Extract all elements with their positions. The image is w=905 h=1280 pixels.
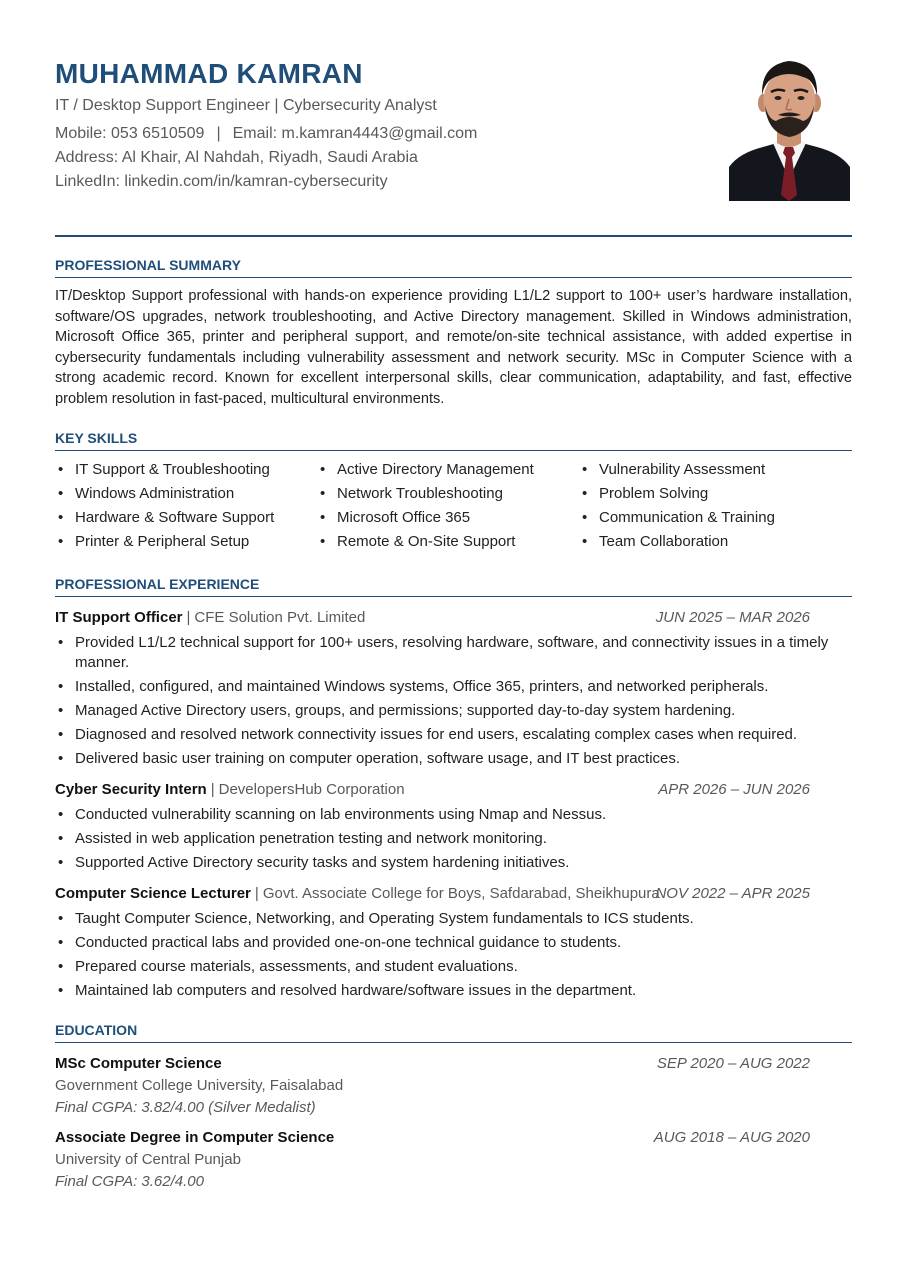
education-entry [55,1053,852,1119]
education-entry [55,1127,852,1193]
section-title: KEY SKILLS [55,428,852,451]
job-entry [55,883,852,1001]
skill-item: • Active Directory Management [317,458,579,482]
summary-section [55,255,852,409]
linkedin-link[interactable]: LinkedIn: linkedin.com/in/kamran-cybersecurity [55,173,388,190]
job-bullet: • Taught Computer Science, Networking, and Operating System fundamentals to ICS students. [55,909,852,929]
email-address[interactable]: Email: m.kamran4443@gmail.com [232,125,478,142]
section-title: PROFESSIONAL SUMMARY [55,255,852,278]
job-dates: APR 2026 – JUN 2026 [658,781,810,798]
address: Address: Al Khair, Al Nahdah, Riyadh, Saudi Arabia [55,149,418,166]
skill-item: • IT Support & Troubleshooting [55,458,317,482]
skill-item: • Vulnerability Assessment [579,458,841,482]
experience-section [55,574,852,1001]
job-header [55,607,852,629]
job-role: Computer Science Lecturer [55,885,251,902]
contact-line [55,122,715,146]
job-bullets [55,805,852,873]
job-role: IT Support Officer [55,609,183,626]
education-dates: SEP 2020 – AUG 2022 [656,1055,810,1072]
candidate-name: MUHAMMAD KAMRAN [55,58,363,89]
final-grade: Final CGPA: 3.82/4.00 (Silver Medalist) [55,1099,316,1116]
job-bullet: • Supported Active Directory security tasks and system hardening initiatives. [55,853,852,873]
section-title: PROFESSIONAL EXPERIENCE [55,574,852,597]
skill-item: • Windows Administration [55,482,317,506]
school-name: Government College University, Faisalabad [55,1077,344,1094]
job-bullet: • Provided L1/L2 technical support for 100+ users, resolving hardware, software, and connectivity issues in a timely manner. [55,633,852,673]
skill-item: • Communication & Training [579,506,841,530]
job-separator: | [186,609,191,626]
job-dates: NOV 2022 – APR 2025 [655,885,810,902]
job-header [55,779,852,801]
skill-item: • Microsoft Office 365 [317,506,579,530]
skill-item: • Printer & Peripheral Setup [55,530,317,554]
skill-item: • Problem Solving [579,482,841,506]
degree-name: Associate Degree in Computer Science [55,1129,335,1146]
education-dates: AUG 2018 – AUG 2020 [653,1129,810,1146]
job-separator: | [254,885,259,902]
section-title: EDUCATION [55,1020,852,1043]
degree-name: MSc Computer Science [55,1055,222,1072]
job-bullet: • Prepared course materials, assessments, and student evaluations. [55,957,852,977]
job-bullets [55,633,852,769]
job-company: DevelopersHub Corporation [218,781,405,798]
education-section [55,1020,852,1193]
skills-column [579,458,841,554]
resume-header [55,58,715,194]
skill-item: • Hardware & Software Support [55,506,317,530]
final-grade: Final CGPA: 3.62/4.00 [55,1173,204,1190]
job-company: CFE Solution Pvt. Limited [194,609,366,626]
job-separator: | [210,781,215,798]
job-bullet: • Conducted vulnerability scanning on lab environments using Nmap and Nessus. [55,805,852,825]
job-header [55,883,852,905]
job-entry [55,779,852,873]
job-company: Govt. Associate College for Boys, Safdarabad, Sheikhupura [262,885,660,902]
skill-item: • Team Collaboration [579,530,841,554]
skills-section [55,428,852,554]
job-entry [55,607,852,769]
candidate-title: IT / Desktop Support Engineer | Cybersecurity Analyst [55,97,437,114]
summary-text: IT/Desktop Support professional with hands-on experience providing L1/L2 support to 100+ user’s hardware installation, software/OS upgrades, network troubleshooting, and Active Directory management. Skilled in Windows administration, Microsoft Office 365, printer and peripheral support, and remote/on-site technical assistance, with added expertise in cybersecurity fundamentals including vulnerability assessment and network security. MSc in Computer Science with a strong academic record. Known for excellent interpersonal skills, clear communication, adaptability, and fast, effective problem resolution in fast-paced, multicultural environments. [55,288,852,407]
mobile-number: Mobile: 053 6510509 [55,125,205,142]
school-name: University of Central Punjab [55,1151,241,1168]
job-bullet: • Diagnosed and resolved network connectivity issues for end users, escalating complex cases when required. [55,725,852,745]
job-bullet: • Delivered basic user training on computer operation, software usage, and IT best practices. [55,749,852,769]
job-bullet: • Installed, configured, and maintained Windows systems, Office 365, printers, and networked peripherals. [55,677,852,697]
skill-item: • Remote & On-Site Support [317,530,579,554]
header-divider [55,235,852,237]
job-bullet: • Conducted practical labs and provided one-on-one technical guidance to students. [55,933,852,953]
skills-grid [55,458,852,554]
contact-separator: | [216,125,221,142]
profile-photo [729,55,850,201]
skill-item: • Network Troubleshooting [317,482,579,506]
job-bullet: • Managed Active Directory users, groups, and permissions; supported day-to-day system hardening. [55,701,852,721]
job-bullets [55,909,852,1001]
job-role: Cyber Security Intern [55,781,207,798]
portrait-illustration [729,55,850,201]
skills-column [317,458,579,554]
job-bullet: • Maintained lab computers and resolved hardware/software issues in the department. [55,981,852,1001]
job-bullet: • Assisted in web application penetration testing and network monitoring. [55,829,852,849]
job-dates: JUN 2025 – MAR 2026 [655,609,810,626]
skills-column [55,458,317,554]
